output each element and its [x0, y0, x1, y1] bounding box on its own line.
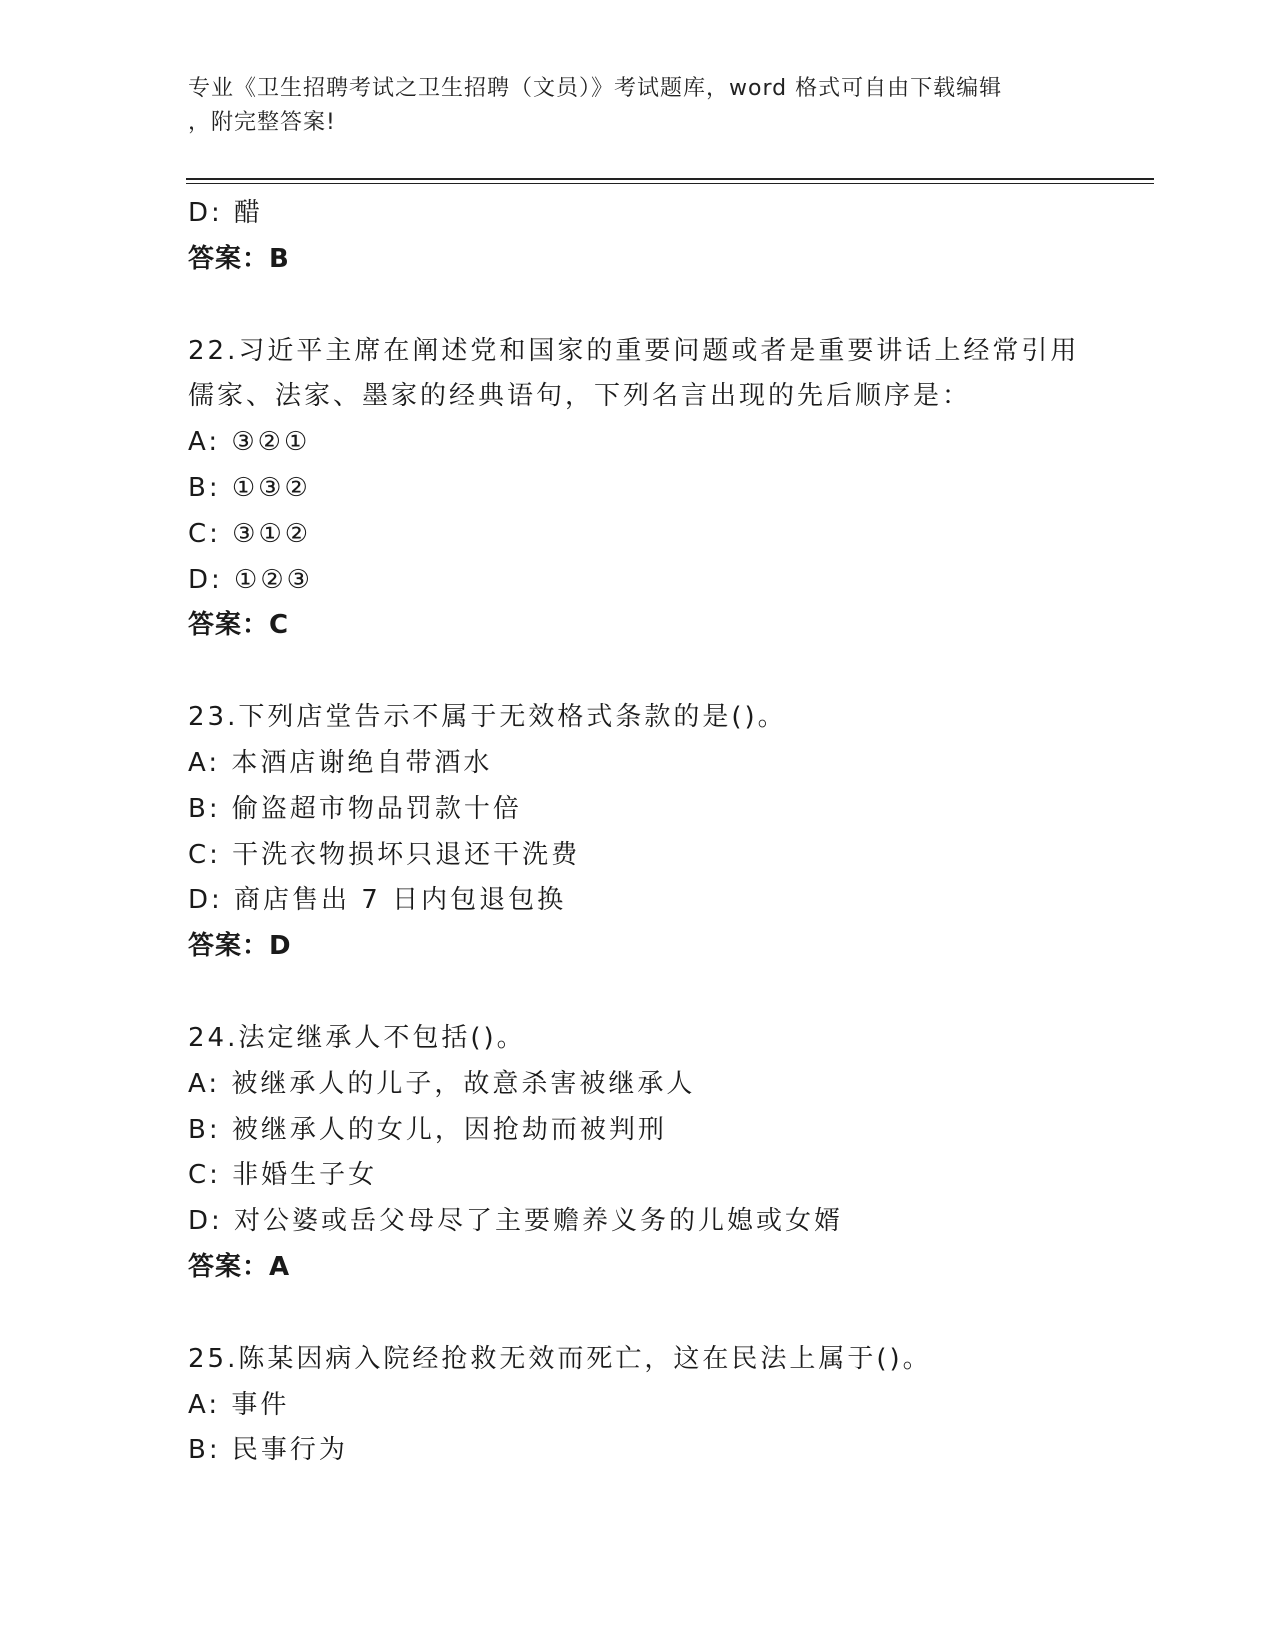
option-d: D: 对公婆或岳父母尽了主要赡养义务的儿媳或女婿 [188, 1206, 844, 1237]
option-c: C: 非婚生子女 [188, 1160, 378, 1191]
question-25 [188, 1337, 1148, 1474]
document-body [188, 191, 1148, 1474]
question-stem: 25.陈某因病入院经抢救无效而死亡，这在民法上属于()。 [188, 1343, 932, 1374]
header-line-1: 专业《卫生招聘考试之卫生招聘（文员）》考试题库，word 格式可自由下载编辑 [188, 76, 1003, 101]
answer: 答案：D [188, 931, 292, 962]
header-rule-thick [186, 178, 1154, 180]
option-b: B: ①③② [188, 472, 311, 503]
spacer [188, 970, 1148, 1016]
question-22 [188, 329, 1148, 650]
question-stem: 22.习近平主席在阐述党和国家的重要问题或者是重要讲话上经常引用 [188, 335, 1080, 366]
prev-option-d: D: 醋 [188, 198, 264, 228]
option-b: B: 被继承人的女儿，因抢劫而被判刑 [188, 1114, 667, 1145]
question-stem: 24.法定继承人不包括()。 [188, 1022, 526, 1053]
header-line-2: ，附完整答案! [188, 110, 336, 135]
question-23 [188, 695, 1148, 970]
spacer [188, 1291, 1148, 1337]
option-b: B: 偷盗超市物品罚款十倍 [188, 793, 522, 824]
option-d: D: ①②③ [188, 564, 313, 595]
question-24 [188, 1016, 1148, 1291]
option-a: A: 被继承人的儿子，故意杀害被继承人 [188, 1068, 696, 1099]
answer: 答案：C [188, 610, 290, 641]
option-a: A: 事件 [188, 1389, 290, 1420]
question-stem: 23.下列店堂告示不属于无效格式条款的是()。 [188, 702, 787, 733]
document-header [188, 72, 1068, 140]
spacer [188, 283, 1148, 329]
question-stem: 儒家、法家、墨家的经典语句，下列名言出现的先后顺序是： [188, 381, 972, 412]
option-c: C: 干洗衣物损坏只退还干洗费 [188, 839, 581, 870]
prev-answer: 答案：B [188, 243, 290, 274]
option-b: B: 民事行为 [188, 1435, 348, 1466]
option-d: D: 商店售出 7 日内包退包换 [188, 885, 567, 916]
header-rule-thin [186, 183, 1154, 184]
answer: 答案：A [188, 1251, 291, 1282]
option-a: A: ③②① [188, 427, 311, 458]
option-a: A: 本酒店谢绝自带酒水 [188, 747, 493, 778]
spacer [188, 649, 1148, 695]
option-c: C: ③①② [188, 518, 312, 549]
